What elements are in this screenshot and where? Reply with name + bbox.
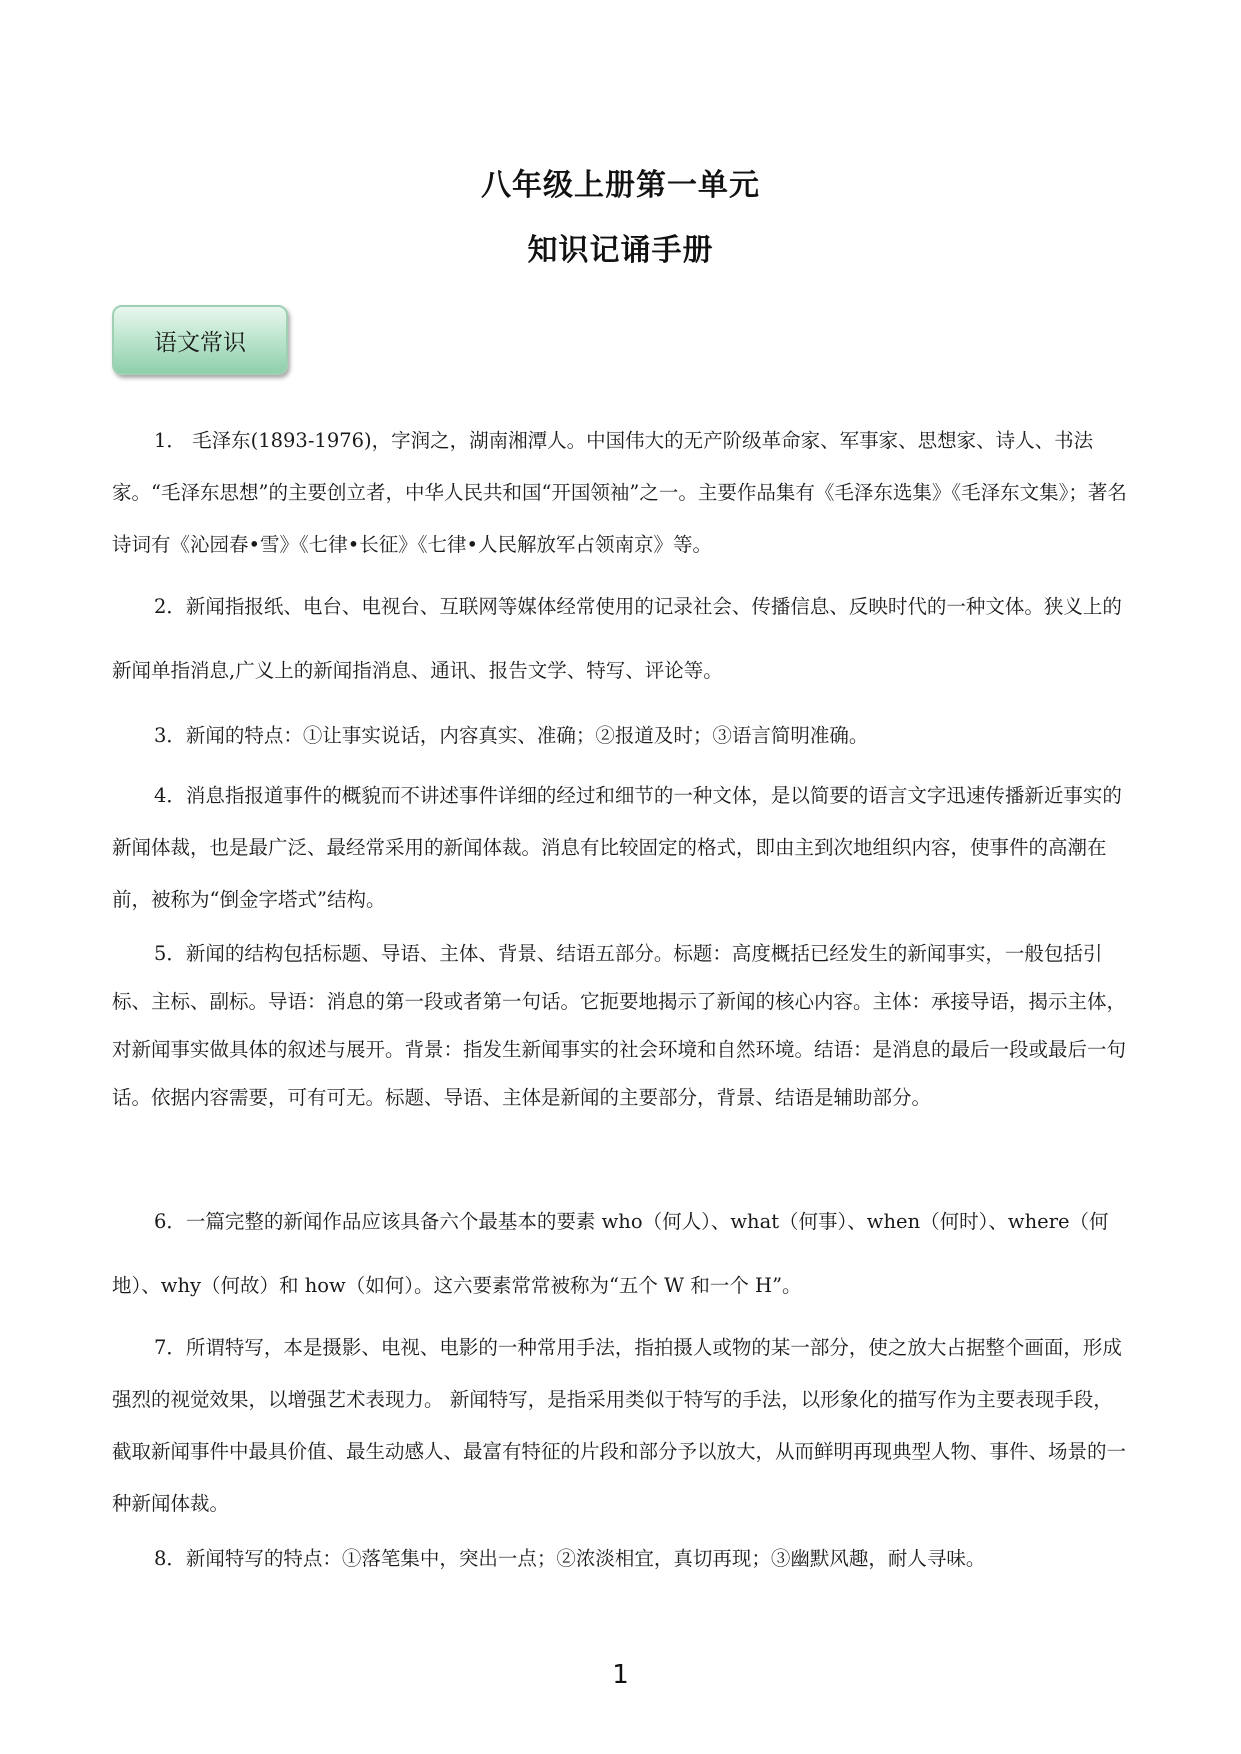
paragraph-6: 6．一篇完整的新闻作品应该具备六个最基本的要素 who（何人）、what（何事）、when（何时）、where（何地）、why（何故）和 how（如何）。这六要素常常被称为“五个 W 和一个 H”。 <box>112 1210 1109 1297</box>
paragraph-1: 1． 毛泽东(1893-1976)，字润之，湖南湘潭人。中国伟大的无产阶级革命家、军事家、思想家、诗人、书法家。“毛泽东思想”的主要创立者，中华人民共和国“开国领袖”之一。主要作品集有《毛泽东选集》《毛泽东文集》；著名诗词有《沁园春•雪》《七律•长征》《七律•人民解放军占领南京》等。 <box>112 429 1127 556</box>
section-label-badge: 语文常识 <box>112 305 288 375</box>
paragraph-2: 2．新闻指报纸、电台、电视台、互联网等媒体经常使用的记录社会、传播信息、反映时代的一种文体。狭义上的新闻单指消息,广义上的新闻指消息、通讯、报告文学、特写、评论等。 <box>112 595 1122 682</box>
paragraph-4: 4．消息指报道事件的概貌而不讲述事件详细的经过和细节的一种文体，是以简要的语言文字迅速传播新近事实的新闻体裁，也是最广泛、最经常采用的新闻体裁。消息有比较固定的格式，即由主到次地组织内容，使事件的高潮在前，被称为“倒金字塔式”结构。 <box>112 784 1122 911</box>
paragraph-3: 3．新闻的特点：①让事实说话，内容真实、准确；②报道及时；③语言简明准确。 <box>154 724 869 747</box>
document-title: 八年级上册第一单元 <box>481 168 760 203</box>
document-subtitle: 知识记诵手册 <box>527 233 714 268</box>
paragraph-8: 8．新闻特写的特点：①落笔集中，突出一点；②浓淡相宜，真切再现；③幽默风趣，耐人寻味。 <box>154 1547 986 1570</box>
page-number: 1 <box>612 1660 629 1690</box>
paragraph-7: 7．所谓特写，本是摄影、电视、电影的一种常用手法，指拍摄人或物的某一部分，使之放大占据整个画面，形成强烈的视觉效果，以增强艺术表现力。 新闻特写，是指采用类似于特写的手法，以形象化的描写作为主要表现手段，截取新闻事件中最具价值、最生动感人、最富有特征的片段和部分予以放大，从而鲜明再现典型人物、事件、场景的一种新闻体裁。 <box>112 1336 1127 1515</box>
paragraph-5: 5．新闻的结构包括标题、导语、主体、背景、结语五部分。标题：高度概括已经发生的新闻事实，一般包括引标、主标、副标。导语：消息的第一段或者第一句话。它扼要地揭示了新闻的核心内容。主体：承接导语，揭示主体，对新闻事实做具体的叙述与展开。背景：指发生新闻事实的社会环境和自然环境。结语：是消息的最后一段或最后一句话。依据内容需要，可有可无。标题、导语、主体是新闻的主要部分，背景、结语是辅助部分。 <box>112 942 1127 1109</box>
